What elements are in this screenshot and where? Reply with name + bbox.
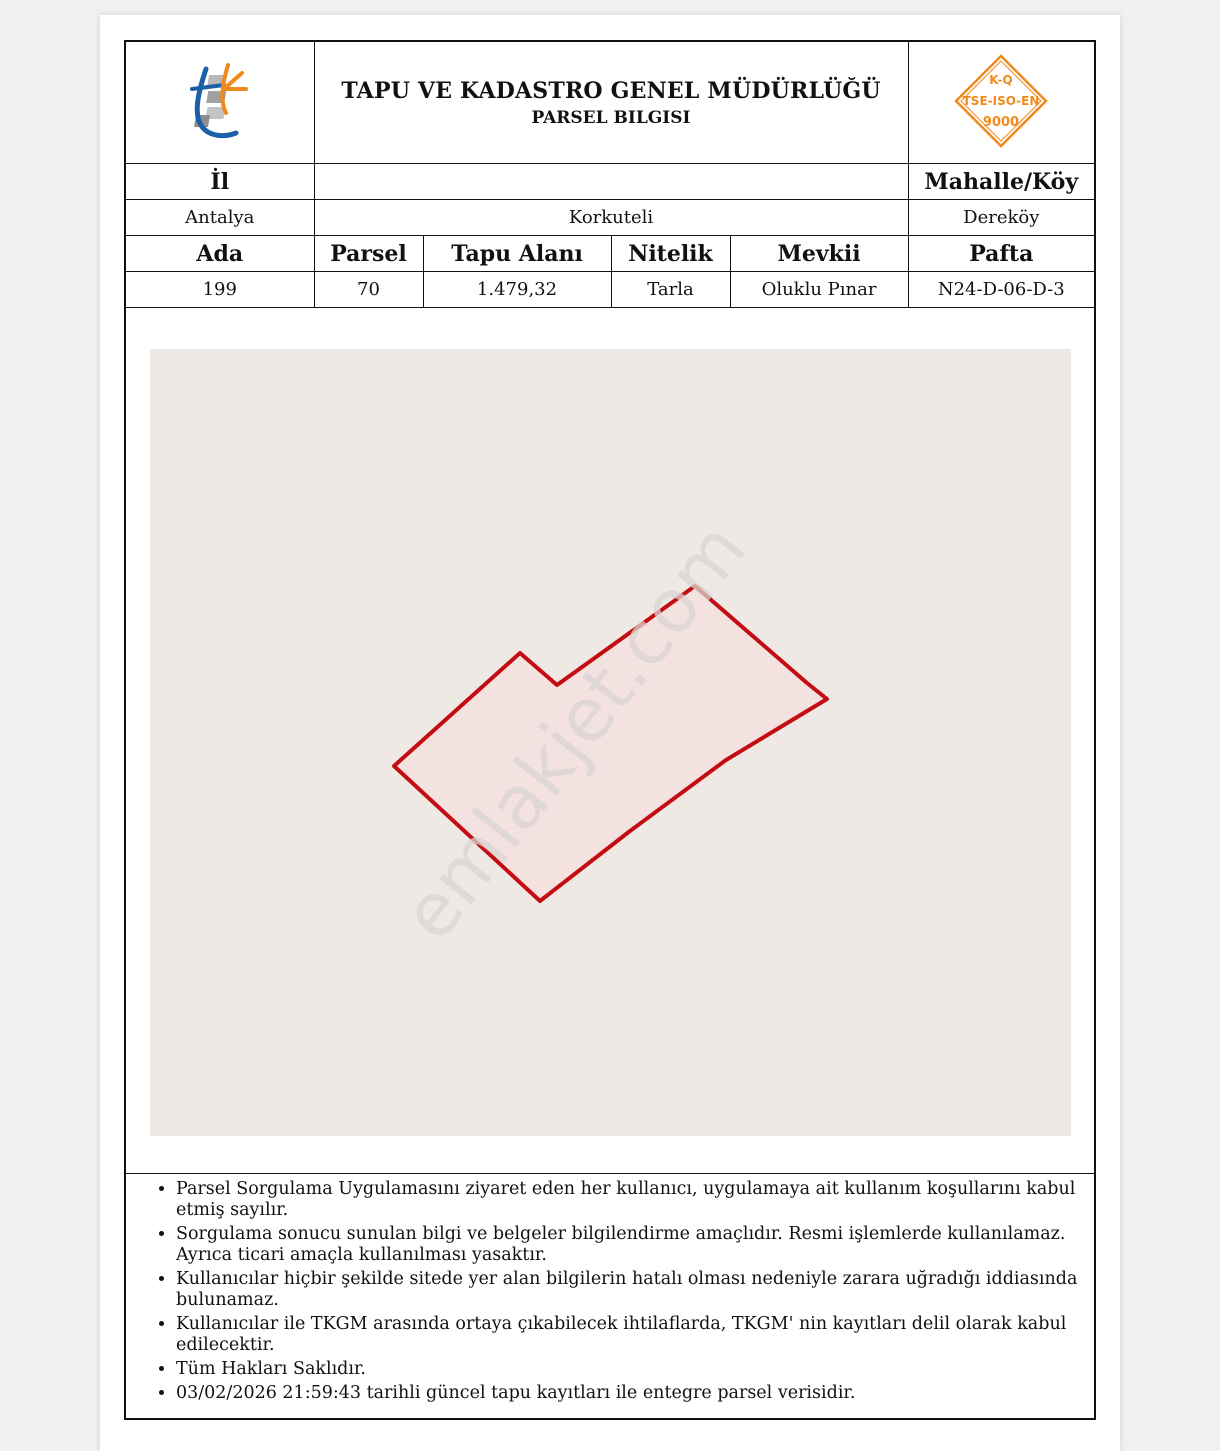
pafta-value: N24-D-06-D-3 [908, 272, 1094, 308]
disclaimer-list [126, 1175, 1094, 1404]
tse-iso-9000-badge-icon [953, 53, 1049, 149]
disclaimer-item: • Kullanıcılar hiçbir şekilde sitede yer alan bilgilerin hatalı olması nedeniyle zarara uğradığı iddiasında bulunamaz. [176, 1269, 1088, 1311]
document-title: PARSEL BILGISI [531, 107, 691, 128]
tse-badge-line-3: 9000 [983, 114, 1020, 130]
parsel-value: 70 [314, 272, 423, 308]
parcel-info-table [126, 42, 1094, 308]
disclaimer-item: • Tüm Hakları Saklıdır. [176, 1359, 1088, 1380]
pafta-label: Pafta [908, 236, 1094, 272]
parcel-map-area [126, 313, 1094, 1174]
disclaimer-item: • 03/02/2026 21:59:43 tarihli güncel tapu kayıtları ile entegre parsel verisidir. [176, 1383, 1088, 1404]
organization-name: TAPU VE KADASTRO GENEL MÜDÜRLÜĞÜ [341, 77, 881, 104]
mahalle-value: Dereköy [908, 200, 1094, 236]
mevkii-value: Oluklu Pınar [730, 272, 908, 308]
mevkii-label: Mevkii [730, 236, 908, 272]
watermark-text: emlakjet.com [385, 506, 764, 957]
document-frame [124, 40, 1096, 1420]
parcel-map [150, 349, 1071, 1136]
ada-value: 199 [126, 272, 314, 308]
tse-badge-line-1: K-Q [989, 72, 1013, 87]
tapu-alani-value: 1.479,32 [423, 272, 611, 308]
tapu-alani-label: Tapu Alanı [423, 236, 611, 272]
nitelik-label: Nitelik [611, 236, 730, 272]
mahalle-label: Mahalle/Köy [908, 164, 1094, 200]
disclaimer-item: • Kullanıcılar ile TKGM arasında ortaya çıkabilecek ihtilaflarda, TKGM' nin kayıtları delil olarak kabul edilecektir. [176, 1314, 1088, 1356]
disclaimer-notes [126, 1175, 1094, 1407]
ilce-label [314, 164, 908, 200]
il-value: Antalya [126, 200, 314, 236]
disclaimer-item: • Sorgulama sonucu sunulan bilgi ve belgeler bilgilendirme amaçlıdır. Resmi işlemlerde kullanılamaz. Ayrıca ticari amaçla kullanılması yasaktır. [176, 1224, 1088, 1266]
nitelik-value: Tarla [611, 272, 730, 308]
parcel-boundary [394, 586, 827, 901]
disclaimer-item: • Parsel Sorgulama Uygulamasını ziyaret eden her kullanıcı, uygulamaya ait kullanım koşullarını kabul etmiş sayılır. [176, 1179, 1088, 1221]
parsel-label: Parsel [314, 236, 423, 272]
title-cell [314, 42, 908, 164]
document-page [100, 15, 1120, 1451]
tse-logo-cell [908, 42, 1094, 164]
tkgm-logo-icon [184, 59, 256, 143]
tkgm-logo-cell [126, 42, 314, 164]
parcel-map-canvas [150, 349, 1071, 1136]
ilce-value: Korkuteli [314, 200, 908, 236]
tse-badge-line-2: TSE-ISO-EN [962, 93, 1040, 108]
ada-label: Ada [126, 236, 314, 272]
il-label: İl [126, 164, 314, 200]
